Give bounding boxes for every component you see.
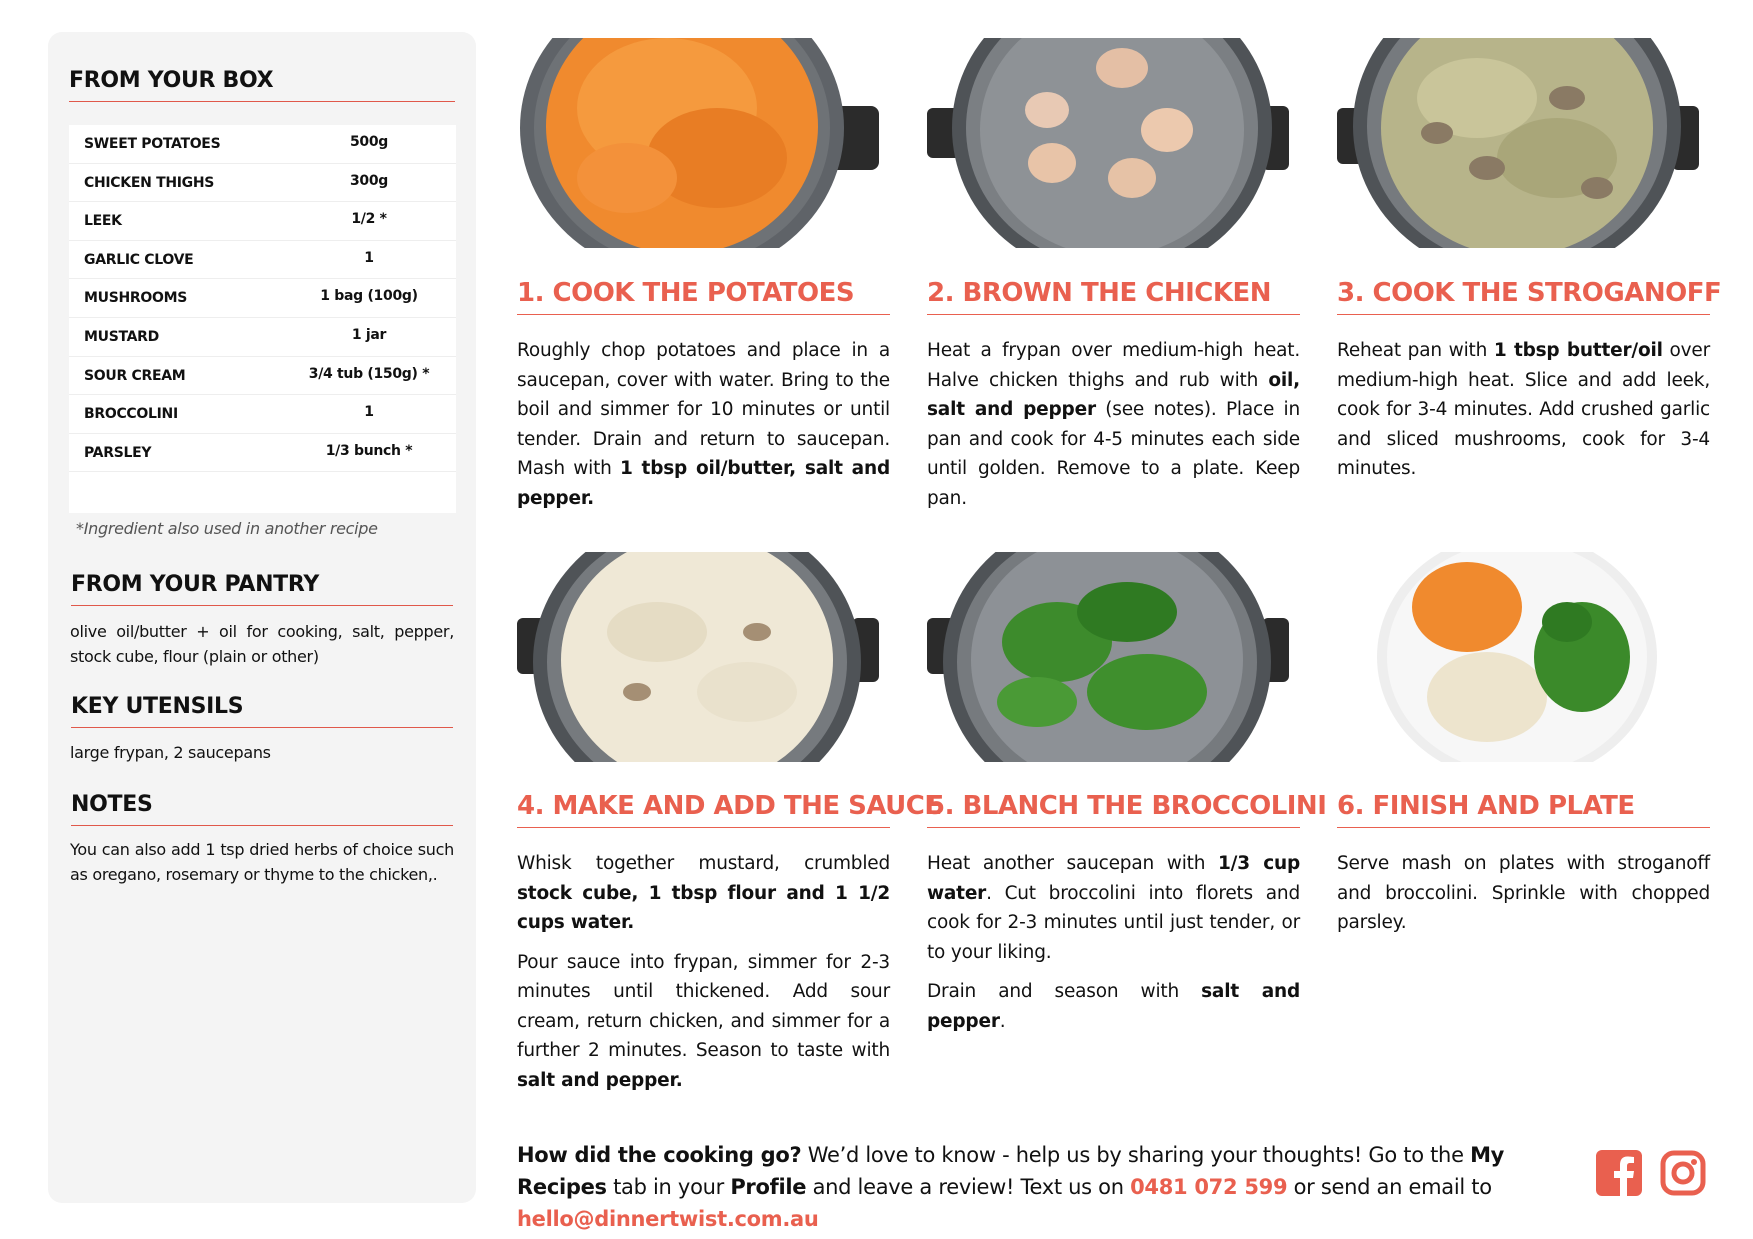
step-6-title: 6. FINISH AND PLATE	[1337, 791, 1710, 828]
utensils-text: large frypan, 2 saucepans	[70, 743, 271, 762]
notes-text: You can also add 1 tsp dried herbs of choice such as oregano, rosemary or thyme to the chicken,.	[70, 840, 454, 884]
step-3-photo	[1337, 38, 1699, 248]
step-6-photo	[1337, 552, 1699, 762]
pantry-heading: FROM YOUR PANTRY	[71, 572, 453, 606]
ingredient-qty: 1 bag (100g)	[320, 288, 418, 305]
ingredient-name: PARSLEY	[84, 444, 152, 461]
pantry-text: olive oil/butter + oil for cooking, salt, pepper, stock cube, flour (plain or other)	[70, 622, 454, 666]
ingredient-name: SOUR CREAM	[84, 367, 186, 384]
ingredient-row	[69, 164, 456, 203]
ingredient-qty: 300g	[349, 172, 389, 189]
step-text-run: .	[999, 1010, 1006, 1032]
footer-text: and leave a review! Text us on	[806, 1175, 1131, 1199]
step-text-run: Serve mash on plates with stroganoff and broccolini. Sprinkle with chopped parsley.	[1337, 853, 1710, 933]
footer-text: or send an email to	[1287, 1175, 1492, 1199]
step-2-title: 2. BROWN THE CHICKEN	[927, 278, 1300, 315]
ingredient-row	[69, 318, 456, 357]
ingredient-row	[69, 279, 456, 318]
feedback-footer	[517, 1139, 1587, 1235]
step-4-title: 4. MAKE AND ADD THE SAUCE	[517, 791, 890, 828]
ingredient-row	[69, 357, 456, 396]
step-3-text	[1337, 336, 1710, 494]
ingredient-name: CHICKEN THIGHS	[84, 174, 215, 191]
step-text-run: Heat another saucepan with	[927, 853, 1218, 874]
step-5-title: 5. BLANCH THE BROCCOLINI	[927, 791, 1300, 828]
sidebar	[48, 32, 476, 1203]
ingredient-name: MUSTARD	[84, 329, 159, 345]
phone-link[interactable]: 0481 072 599	[1130, 1175, 1288, 1199]
ingredient-name: GARLIC CLOVE	[84, 251, 194, 268]
step-text-bold: stock cube, 1 tbsp flour and 1 1/2 cups water.	[517, 882, 890, 933]
step-text-run: over medium-high heat. Slice and add leek, cook for 3-4 minutes. Add crushed garlic and sliced mushrooms, cook for 3-4 minutes.	[1337, 340, 1710, 479]
step-5-photo	[927, 552, 1289, 762]
ingredient-row	[69, 395, 456, 434]
ingredient-qty: 1/3 bunch *	[325, 442, 413, 459]
ingredient-qty: 1	[364, 404, 374, 421]
step-2-text	[927, 336, 1300, 523]
profile-label: Profile	[730, 1175, 807, 1199]
ingredient-name: LEEK	[84, 213, 122, 230]
footer-text: We’d love to know - help us by sharing your thoughts! Go to the	[801, 1143, 1471, 1167]
ingredient-note: *Ingredient also used in another recipe	[76, 519, 378, 538]
box-heading: FROM YOUR BOX	[69, 68, 455, 102]
step-text-run: . Cut broccolini into florets and cook for 2-3 minutes until just tender, or to your liking.	[927, 882, 1300, 963]
notes-heading: NOTES	[71, 792, 453, 826]
instagram-icon[interactable]	[1660, 1150, 1706, 1196]
step-text-bold: salt and pepper.	[517, 1069, 683, 1091]
email-link[interactable]: hello@dinnertwist.com.au	[517, 1207, 819, 1231]
step-1-title: 1. COOK THE POTATOES	[517, 278, 890, 315]
step-4-text	[517, 849, 890, 1105]
step-text-run: Drain and season with	[927, 981, 1202, 1002]
utensils-heading: KEY UTENSILS	[71, 694, 453, 728]
ingredient-name: MUSHROOMS	[84, 290, 187, 307]
ingredient-row	[69, 434, 456, 473]
my-recipes-label: My Recipes	[517, 1143, 1505, 1199]
step-text-run: Roughly chop potatoes and place in a saucepan, cover with water. Bring to the boil and simmer for 10 minutes or until tender. Drain and return to saucepan. Mash with	[517, 340, 890, 479]
step-6-text	[1337, 849, 1710, 948]
step-text-run: Whisk together mustard, crumbled	[517, 853, 890, 874]
facebook-icon[interactable]	[1596, 1150, 1642, 1196]
step-text-bold: salt and pepper	[927, 981, 1300, 1032]
ingredient-qty: 1	[364, 249, 374, 266]
step-5-text	[927, 849, 1300, 1046]
step-4-photo	[517, 552, 879, 762]
step-text-run: Reheat pan with	[1337, 340, 1494, 361]
ingredient-qty: 1/2 *	[351, 211, 387, 228]
footer-question: How did the cooking go?	[517, 1143, 802, 1167]
step-3-title: 3. COOK THE STROGANOFF	[1337, 278, 1710, 315]
step-1-photo	[517, 38, 879, 248]
ingredient-table	[69, 125, 456, 513]
step-text-run: (see notes). Place in pan and cook for 4-5 minutes each side until golden. Remove to a plate. Keep pan.	[927, 399, 1301, 509]
ingredient-row	[69, 202, 456, 241]
footer-text: tab in your	[606, 1175, 731, 1199]
ingredient-qty: 1 jar	[351, 327, 387, 343]
step-1-text	[517, 336, 890, 523]
step-text-run: Pour sauce into frypan, simmer for 2-3 minutes until thickened. Add sour cream, return chicken, and simmer for a further 2 minutes. Season to taste with	[517, 951, 890, 1061]
step-text-bold: 1/3 cup water	[927, 853, 1301, 904]
ingredient-name: BROCCOLINI	[84, 406, 178, 423]
step-text-bold: oil, salt and pepper	[927, 369, 1300, 420]
ingredient-row	[69, 125, 456, 164]
ingredient-qty: 500g	[349, 134, 389, 150]
ingredient-qty: 3/4 tub (150g) *	[308, 365, 430, 382]
step-2-photo	[927, 38, 1289, 248]
ingredient-name: SWEET POTATOES	[84, 136, 221, 152]
step-text-bold: 1 tbsp butter/oil	[1493, 340, 1663, 361]
ingredient-row	[69, 241, 456, 280]
step-text-run: Heat a frypan over medium-high heat. Halve chicken thighs and rub with	[927, 340, 1300, 391]
step-text-bold: 1 tbsp oil/butter, salt and pepper.	[517, 458, 890, 509]
